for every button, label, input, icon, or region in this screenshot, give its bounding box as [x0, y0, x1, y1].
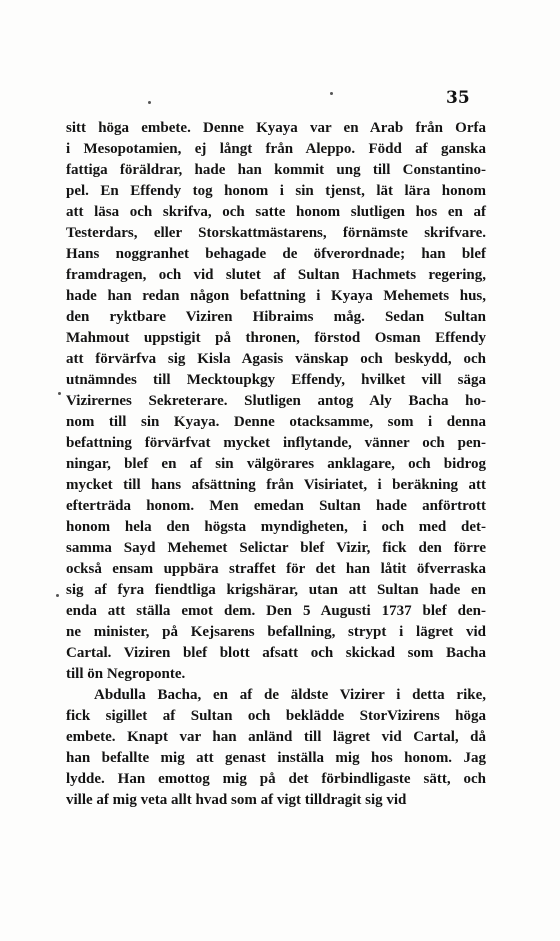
- print-speck: [148, 101, 151, 104]
- text-line: Cartal. Viziren blef blott afsatt och skickad som Bacha: [66, 645, 486, 661]
- text-line: lydde. Han emottog mig på det förbindligaste sätt, och: [66, 771, 486, 787]
- text-line: Mahmout uppstigit på thronen, förstod Osman Effendy: [66, 330, 486, 346]
- text-line: pel. En Effendy tog honom i sin tjenst, lät lära honom: [66, 183, 486, 199]
- text-line: ningar, blef en af sin välgörares anklagare, och bidrog: [66, 456, 486, 472]
- text-line: mycket till hans afsättning från Visiriatet, i beräkning att: [66, 477, 486, 493]
- print-speck: [58, 392, 61, 395]
- text-line: i Mesopotamien, ej långt från Aleppo. Född af ganska: [66, 141, 486, 157]
- text-line: sig af fyra fiendtliga krigshärar, utan att Sultan hade en: [66, 582, 486, 598]
- text-line: framdragen, och vid slutet af Sultan Hachmets regering,: [66, 267, 486, 283]
- text-line: honom hela den högsta myndigheten, i och med det-: [66, 519, 486, 535]
- text-line: efterträda honom. Men emedan Sultan hade anförtrott: [66, 498, 486, 514]
- text-line: fick sigillet af Sultan och beklädde StorVizirens höga: [66, 708, 486, 724]
- text-line: att läsa och skrifva, och satte honom slutligen hos en af: [66, 204, 486, 220]
- text-line: hade han redan någon befattning i Kyaya Mehemets hus,: [66, 288, 486, 304]
- text-line: Abdulla Bacha, en af de äldste Vizirer i detta rike,: [94, 687, 486, 703]
- text-line: den ryktbare Viziren Hibraims måg. Sedan Sultan: [66, 309, 486, 325]
- text-line: att förvärfva sig Kisla Agasis vänskap och beskydd, och: [66, 351, 486, 367]
- text-line: fattiga föräldrar, hade han kommit ung till Constantino-: [66, 162, 486, 178]
- text-line: utnämndes till Mecktoupkgy Effendy, hvilket vill säga: [66, 372, 486, 388]
- text-line: Testerdars, eller Storskattmästarens, förnämste skrifvare.: [66, 225, 486, 241]
- text-line: ville af mig veta allt hvad som af vigt tilldragit sig vid: [66, 792, 407, 808]
- text-line: Vizirernes Sekreterare. Slutligen antog Aly Bacha ho-: [66, 393, 486, 409]
- text-line: till ön Negroponte.: [66, 666, 186, 682]
- text-line: han befallte mig att genast inställa mig hos honom. Jag: [66, 750, 486, 766]
- text-line: embete. Knapt var han anländ till lägret vid Cartal, då: [66, 729, 486, 745]
- print-speck: [330, 92, 333, 95]
- text-line: ne minister, på Kejsarens befallning, strypt i lägret vid: [66, 624, 486, 640]
- text-line: nom till sin Kyaya. Denne otacksamme, som i denna: [66, 414, 486, 430]
- text-line: befattning förvärfvat mycket inflytande, vänner och pen-: [66, 435, 486, 451]
- text-line: samma Sayd Mehemet Selictar blef Vizir, fick den förre: [66, 540, 486, 556]
- text-line: också ensam uppbära straffet för det han låtit öfverraska: [66, 561, 486, 577]
- text-line: Hans noggranhet behagade de öfverordnade; han blef: [66, 246, 486, 262]
- page-number: 35: [446, 88, 470, 108]
- print-speck: [56, 594, 59, 597]
- body-text: [66, 118, 486, 811]
- text-line: enda att ställa emot dem. Den 5 Augusti 1737 blef den-: [66, 603, 486, 619]
- text-line: sitt höga embete. Denne Kyaya var en Arab från Orfa: [66, 120, 486, 136]
